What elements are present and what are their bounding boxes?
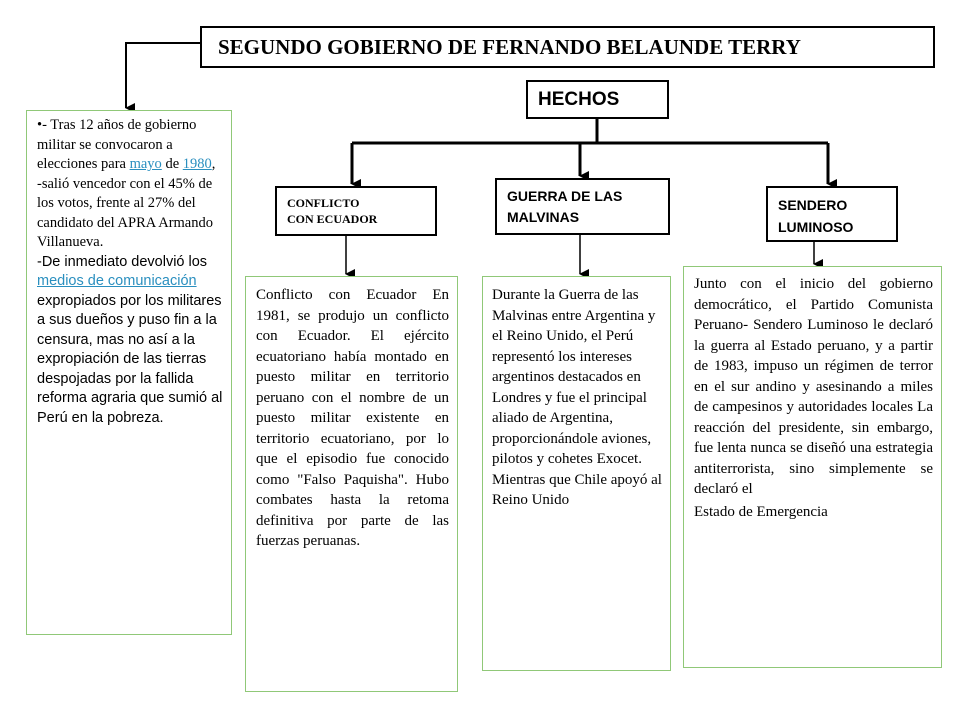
- sendero-category-line1: SENDERO: [778, 197, 848, 213]
- hechos-node: HECHOS: [526, 80, 669, 119]
- malvinas-category-line1: GUERRA DE LAS: [507, 188, 623, 204]
- malvinas-detail-box: [482, 276, 671, 671]
- malvinas-detail-text: Durante la Guerra de las Malvinas entre Argentina y el Reino Unido, el Perú representó los intereses argentinos destacados en Londres y fue el principal aliado de Argentina, proporcionándole aviones, pilotos y cohetes Exocet. Mientras que Chile apoyó al Reino Unido: [492, 287, 662, 508]
- left-paragraph-3: -De inmediato devolvió los medios de comunicación expropiados por los militares a sus dueños y puso fin a la censura, mas no así a la expropiación de las tierras despojadas por la fallida reforma agraria que sumió al Perú en la pobreza.: [37, 253, 223, 426]
- 1980-link[interactable]: 1980: [182, 156, 212, 172]
- sendero-category-node: [766, 186, 898, 242]
- malvinas-category-line2: MALVINAS: [507, 209, 580, 225]
- left-paragraph-2: -salió vencedor con el 45% de los votos, frente al 27% del candidato del APRA Armando Villanueva.: [37, 175, 213, 250]
- ecuador-detail-box: [245, 276, 458, 692]
- mayo-link[interactable]: mayo: [129, 156, 162, 172]
- ecuador-category-line2: CON ECUADOR: [287, 212, 378, 226]
- sendero-detail-text: Junto con el inicio del gobierno democrático, el Partido Comunista Peruano- Sendero Luminoso le declaró la guerra al Estado peruano, y a partir de 1983, impuso un régimen de terror en el sur andino y asesinando a miles de campesinos y autoridades locales La reacción del presidente, sin embargo, fue lenta nunca se diseñó una estrategia antiterrorista, sino simplemente se declaró el: [694, 276, 933, 497]
- title-to-left-arrow: [126, 43, 200, 108]
- bullet-glyph: •-: [37, 117, 51, 133]
- ecuador-detail-text: Conflicto con Ecuador En 1981, se produjo un conflicto con Ecuador. El ejército ecuatoriano había montado en puesto militar en territorio peruano con el nombre de un puesto militar existente en territorio ecuatoriano, por lo que el episodio fue conocido como "Falso Paquisha". Hubo combates hasta la retoma definitiva por parte de las fuerzas peruanas.: [256, 287, 449, 549]
- medios-comunicacion-link[interactable]: medios de comunicación: [37, 273, 197, 289]
- ecuador-category-node: [275, 186, 437, 236]
- left-summary-box: [26, 110, 232, 635]
- sendero-category-line2: LUMINOSO: [778, 219, 854, 235]
- sendero-detail-box: [683, 266, 942, 668]
- left-paragraph-1: •- Tras 12 años de gobierno militar se convocaron a elecciones para mayo de 1980,: [37, 117, 216, 172]
- sendero-detail-last-line: Estado de Emergencia: [694, 503, 828, 520]
- diagram-title: SEGUNDO GOBIERNO DE FERNANDO BELAUNDE TERRY: [200, 26, 935, 68]
- malvinas-category-node: [495, 178, 670, 235]
- ecuador-category-line1: CONFLICTO: [287, 196, 360, 210]
